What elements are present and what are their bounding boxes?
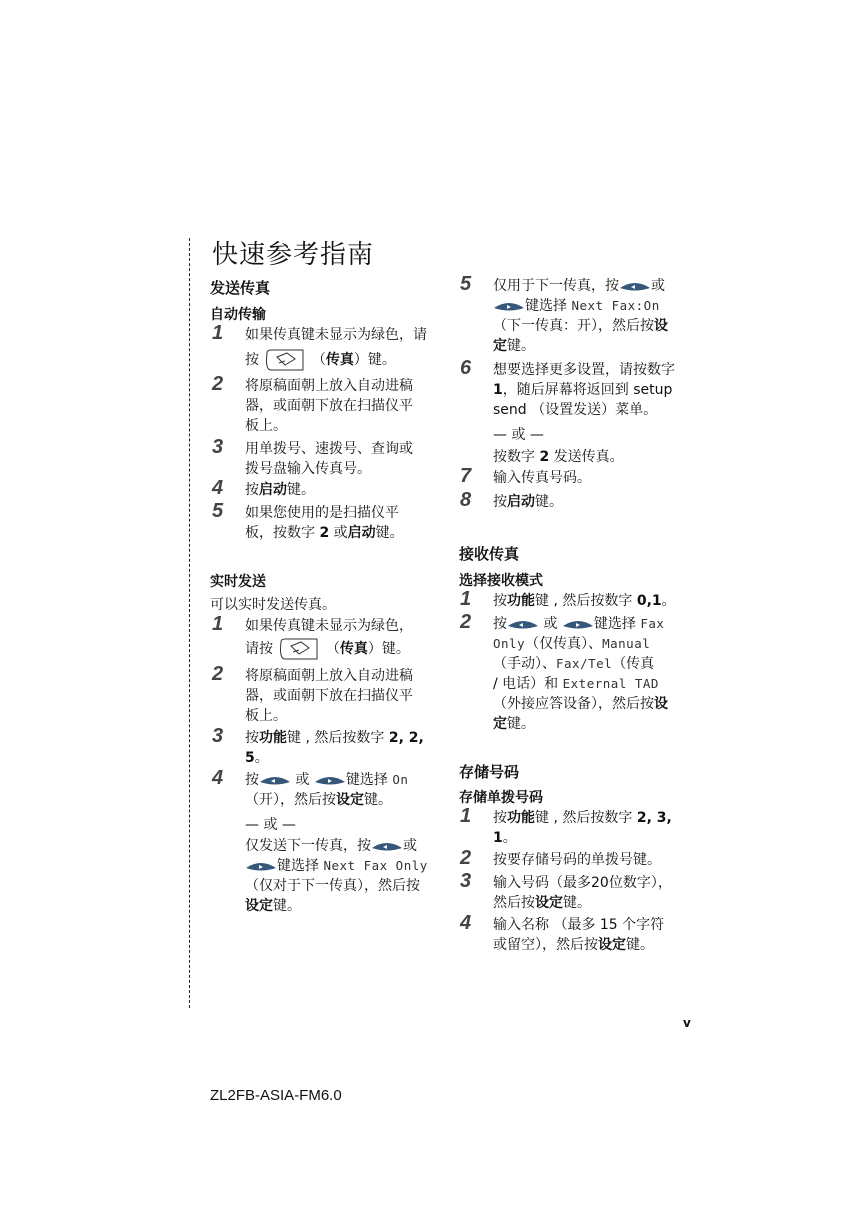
page-title: 快速参考指南: [212, 240, 375, 270]
step-number: 1: [212, 322, 224, 344]
step-number: 2: [212, 663, 224, 685]
step-number: 5: [212, 500, 224, 522]
right-arrow-key-icon: [245, 860, 277, 872]
left-arrow-key-icon: [259, 774, 291, 786]
step-number: 1: [212, 613, 224, 635]
cut-line: [189, 238, 190, 1008]
step-number: 7: [460, 465, 472, 487]
step-number: 3: [460, 870, 472, 892]
footer-code: ZL2FB-ASIA-FM6.0: [210, 1087, 342, 1104]
or-separator: — 或 —: [493, 427, 544, 443]
send-alt: 按数字 2 发送传真。: [493, 449, 624, 465]
step-number: 4: [212, 767, 224, 789]
step-number: 2: [212, 373, 224, 395]
right-arrow-key-icon: [493, 300, 525, 312]
step-number: 2: [460, 847, 472, 869]
right-arrow-key-icon: [314, 774, 346, 786]
step-number: 3: [212, 725, 224, 747]
step-number: 1: [460, 588, 472, 610]
receive-mode-heading: 选择接收模式: [459, 573, 543, 589]
left-arrow-key-icon: [507, 618, 539, 630]
store-heading: 存储号码: [459, 763, 520, 781]
left-arrow-key-icon: [619, 280, 651, 292]
auto-transmit-heading: 自动传输: [210, 307, 266, 323]
realtime-intro: 可以实时发送传真。: [210, 597, 336, 613]
store-onetouch-heading: 存储单拨号码: [459, 790, 543, 806]
receive-heading: 接收传真: [459, 545, 520, 563]
step-number: 2: [460, 611, 472, 633]
step-number: 4: [460, 912, 472, 934]
right-arrow-key-icon: [562, 618, 594, 630]
page-number: v: [683, 1016, 691, 1030]
realtime-alt: 仅发送下一传真，按 或 键选择 Next Fax Only （仅对于下一传真），然后按 设定键。: [245, 838, 428, 914]
step-number: 1: [460, 805, 472, 827]
step-number: 5: [460, 273, 472, 295]
or-separator: — 或 —: [245, 817, 296, 833]
send-fax-heading: 发送传真: [210, 279, 271, 297]
realtime-heading: 实时发送: [210, 574, 266, 590]
fax-key-icon: [263, 349, 307, 371]
step-number: 4: [212, 477, 224, 499]
step-number: 3: [212, 436, 224, 458]
step-number: 6: [460, 357, 472, 379]
left-arrow-key-icon: [371, 840, 403, 852]
fax-key-icon: [277, 638, 321, 660]
step-number: 8: [460, 489, 472, 511]
